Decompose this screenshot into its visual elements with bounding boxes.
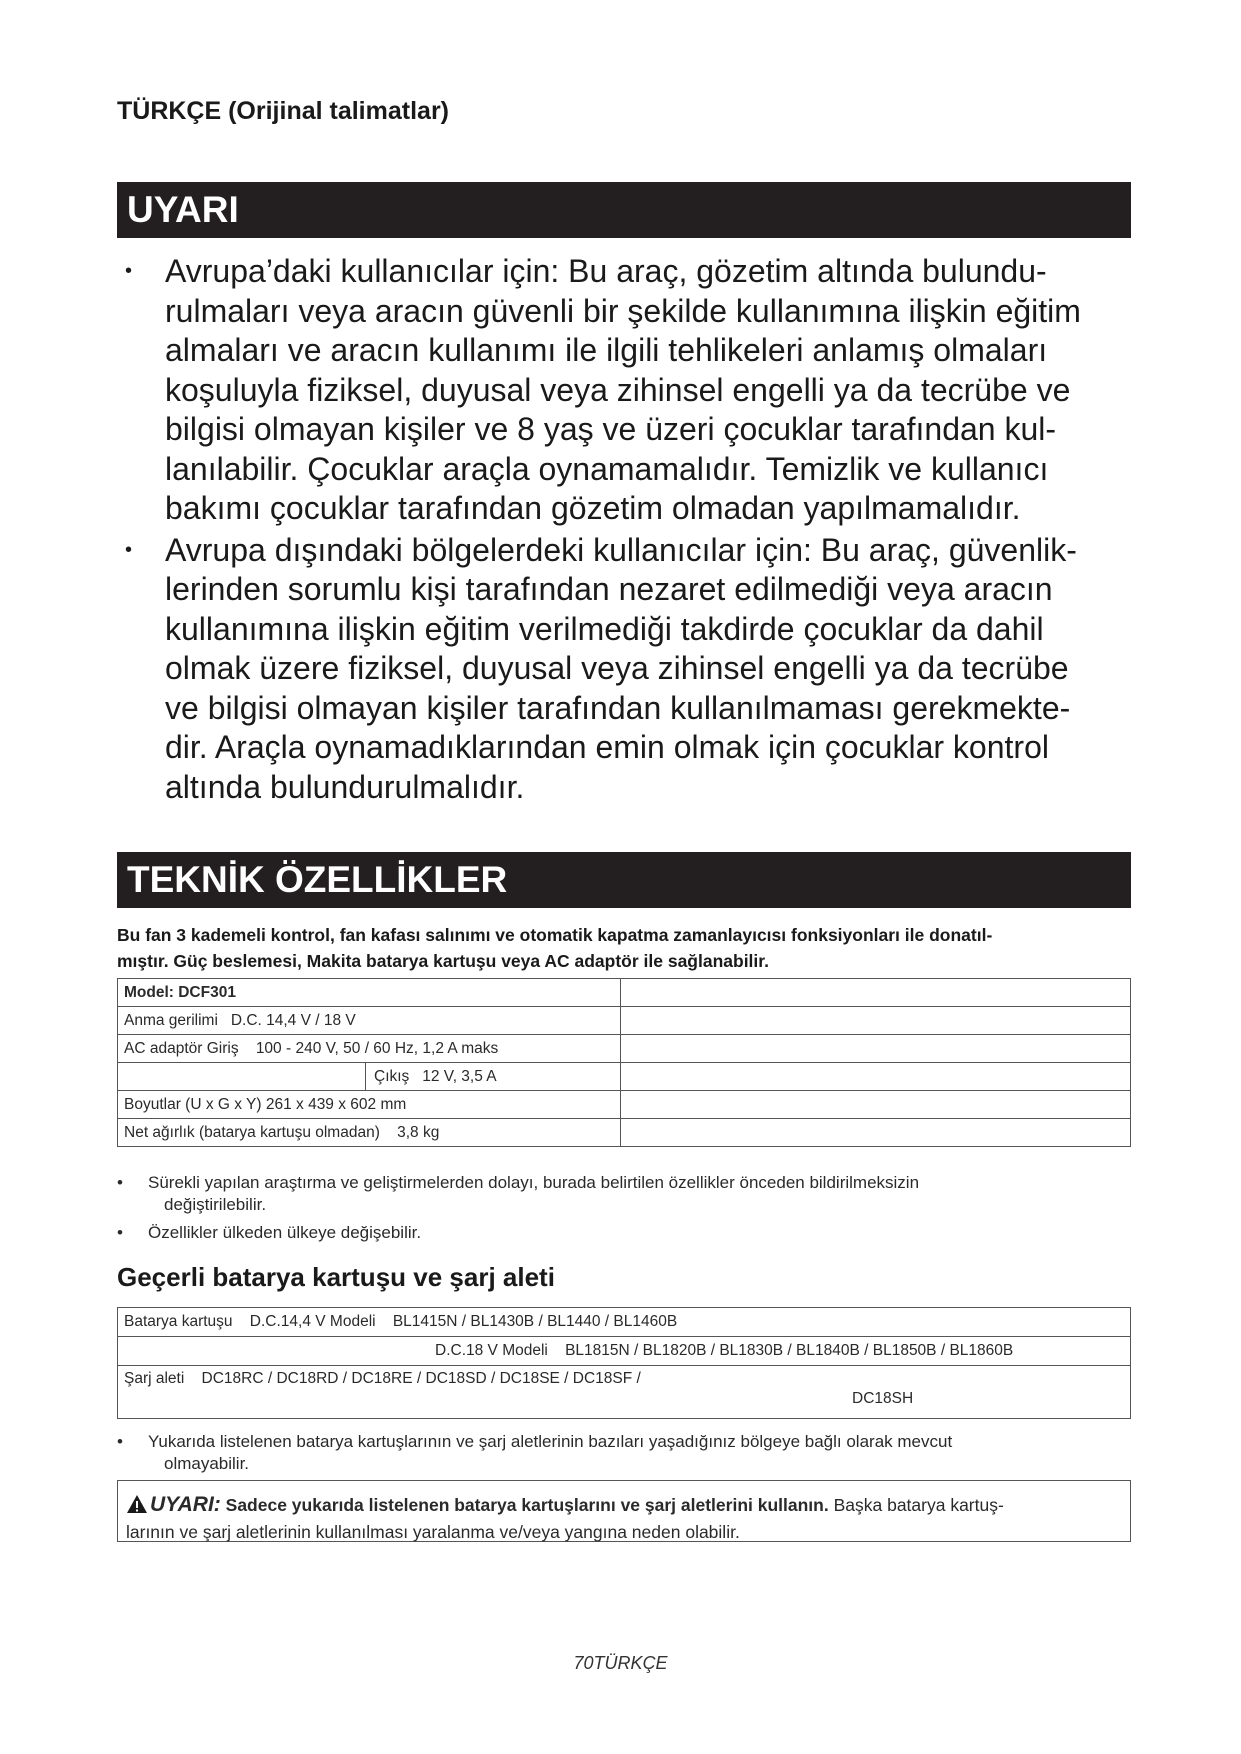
table-row — [118, 1035, 1131, 1063]
table-row — [118, 1308, 1131, 1337]
bullet-marker: • — [117, 1432, 123, 1451]
rated-voltage-label: Anma gerilimi — [124, 1011, 218, 1029]
warning-text-line: Başka batarya kartuş- — [833, 1495, 1004, 1515]
battery-18v-models: BL1815N / BL1820B / BL1830B / BL1840B / BL1850B / BL1860B — [565, 1342, 1014, 1359]
warning-triangle-icon — [126, 1494, 148, 1520]
net-weight-value: 3,8 kg — [397, 1123, 440, 1141]
charger-models-line: DC18RC / DC18RD / DC18RE / DC18SD / DC18SE / DC18SF / — [201, 1370, 641, 1387]
bullet-line: ve bilgisi olmayan kişiler tarafından kullanılmaması gerekmekte- — [165, 689, 1071, 726]
note-line: olmayabilir. — [164, 1454, 250, 1473]
table-row — [118, 1007, 1131, 1035]
bullet-line: kullanımına ilişkin eğitim verilmediği takdirde çocuklar da dahil — [165, 610, 1044, 647]
battery-notes-list — [117, 1431, 1127, 1481]
bullet-line: bilgisi olmayan kişiler ve 8 yaş ve üzeri çocuklar tarafından kul- — [165, 411, 1057, 447]
battery-label: Batarya kartuşu — [124, 1313, 233, 1330]
table-row — [118, 979, 1131, 1007]
bullet-marker: • — [125, 260, 133, 282]
warning-label: UYARI: — [150, 1493, 221, 1516]
battery-section-heading: Geçerli batarya kartuşu ve şarj aleti — [117, 1262, 555, 1292]
bullet-line: lanılabilir. Çocuklar araçla oynamamalıdır. Temizlik ve kullanıcı — [165, 450, 1049, 487]
ac-adapter-input-value: 100 - 240 V, 50 / 60 Hz, 1,2 A maks — [255, 1039, 499, 1057]
ac-adapter-input-cell — [118, 1035, 621, 1063]
empty-cell — [620, 1007, 1130, 1035]
ac-adapter-output-cell — [118, 1063, 621, 1091]
bullet-line: rulmaları veya aracın güvenli bir şekilde kullanımına ilişkin eğitim — [165, 292, 1081, 329]
ac-adapter-label: AC adaptör Giriş — [124, 1039, 239, 1057]
battery-warning-box — [117, 1480, 1131, 1542]
bullet-line: almaları ve aracın kullanımı ile ilgili tehlikeleri anlamış olmaları — [165, 332, 1048, 368]
bullet-marker: • — [117, 1173, 123, 1192]
warning-bullet-europe — [117, 252, 1137, 529]
battery-14v-models: BL1415N / BL1430B / BL1440 / BL1460B — [392, 1313, 678, 1330]
intro-line: mıştır. Güç beslemesi, Makita batarya kartuşu veya AC adaptör ile sağlanabilir. — [117, 951, 769, 971]
dimensions-label: Boyutlar (U x G x Y) — [124, 1095, 262, 1113]
warning-section-heading: UYARI — [117, 182, 1131, 238]
bullet-marker: • — [125, 538, 133, 561]
bullet-line: dir. Araçla oynamadıklarından emin olmak için çocuklar kontrol — [165, 729, 1049, 765]
warning-bullet-outside-europe — [117, 531, 1137, 808]
charger-label: Şarj aleti — [124, 1370, 185, 1387]
battery-14v-cell — [118, 1308, 1131, 1337]
specs-section-heading: TEKNİK ÖZELLİKLER — [117, 852, 1131, 908]
table-row — [118, 1366, 1131, 1419]
note-line: Yukarıda listelenen batarya kartuşlarının ve şarj aletlerinin bazıları yaşadığınız bölgeye bağlı olarak mevcut — [148, 1432, 953, 1451]
document-language-header: TÜRKÇE (Orijinal talimatlar) — [117, 97, 449, 125]
note-line: Sürekli yapılan araştırma ve geliştirmelerden dolayı, burada belirtilen özellikler önceden bildirilmeksizin — [148, 1173, 920, 1192]
ac-adapter-output-label: Çıkış — [374, 1067, 410, 1085]
note-item — [117, 1431, 1127, 1475]
net-weight-label: Net ağırlık (batarya kartuşu olmadan) — [124, 1123, 380, 1141]
rated-voltage-cell — [118, 1007, 621, 1035]
battery-18v-cell — [118, 1337, 1131, 1366]
table-row — [118, 1091, 1131, 1119]
rated-voltage-value: D.C. 14,4 V / 18 V — [230, 1011, 356, 1029]
empty-subcell — [118, 1063, 365, 1090]
bullet-line: lerinden sorumlu kişi tarafından nezaret edilmediği veya aracın — [165, 571, 1053, 607]
dimensions-cell — [118, 1091, 621, 1119]
table-row — [118, 1119, 1131, 1147]
empty-cell — [620, 1119, 1130, 1147]
charger-models-line: DC18SH — [852, 1390, 914, 1407]
table-row — [118, 1063, 1131, 1091]
warning-bullet-list — [117, 252, 1137, 809]
bullet-marker: • — [117, 1223, 123, 1242]
bullet-line: olmak üzere fiziksel, duyusal veya zihinsel engelli ya da tecrübe — [165, 650, 1069, 686]
bullet-line: altında bulundurulmalıdır. — [165, 768, 525, 805]
bullet-line: bakımı çocuklar tarafından gözetim olmadan yapılmamalıdır. — [165, 490, 1021, 526]
net-weight-cell — [118, 1119, 621, 1147]
bullet-line: Avrupa dışındaki bölgelerdeki kullanıcılar için: Bu araç, güvenlik- — [165, 531, 1077, 568]
battery-14v-label: D.C.14,4 V Modeli — [249, 1313, 376, 1330]
dimensions-value: 261 x 439 x 602 mm — [265, 1095, 407, 1113]
ac-adapter-output-value: 12 V, 3,5 A — [422, 1067, 497, 1085]
bullet-line: koşuluyla fiziksel, duyusal veya zihinsel engelli ya da tecrübe ve — [165, 371, 1071, 408]
note-item — [117, 1172, 1127, 1216]
warning-text-line: larının ve şarj aletlerinin kullanılması yaralanma ve/veya yangına neden olabilir. — [126, 1522, 740, 1542]
battery-18v-label: D.C.18 V Modeli — [435, 1342, 548, 1359]
specs-intro-paragraph — [117, 922, 1127, 974]
note-line: Özellikler ülkeden ülkeye değişebilir. — [148, 1223, 422, 1242]
battery-charger-table — [117, 1307, 1131, 1419]
model-cell: Model: DCF301 — [118, 979, 621, 1007]
note-line: değiştirilebilir. — [164, 1195, 267, 1214]
charger-cell — [118, 1366, 1131, 1419]
intro-line: Bu fan 3 kademeli kontrol, fan kafası salınımı ve otomatik kapatma zamanlayıcısı fonksiyonları ile donatıl- — [117, 925, 993, 945]
bullet-line: Avrupa’daki kullanıcılar için: Bu araç, gözetim altında bulundu- — [165, 253, 1047, 289]
empty-cell — [620, 979, 1130, 1007]
table-row — [118, 1337, 1131, 1366]
specs-notes-list — [117, 1172, 1127, 1250]
page-number-footer: 70TÜRKÇE — [573, 1653, 668, 1673]
output-subcell — [365, 1063, 620, 1090]
specifications-table — [117, 978, 1131, 1147]
empty-cell — [620, 1035, 1130, 1063]
empty-cell — [620, 1063, 1130, 1091]
note-item — [117, 1222, 1127, 1244]
empty-cell — [620, 1091, 1130, 1119]
warning-bold-text: Sadece yukarıda listelenen batarya kartuşlarını ve şarj aletlerini kullanın. — [225, 1495, 829, 1515]
